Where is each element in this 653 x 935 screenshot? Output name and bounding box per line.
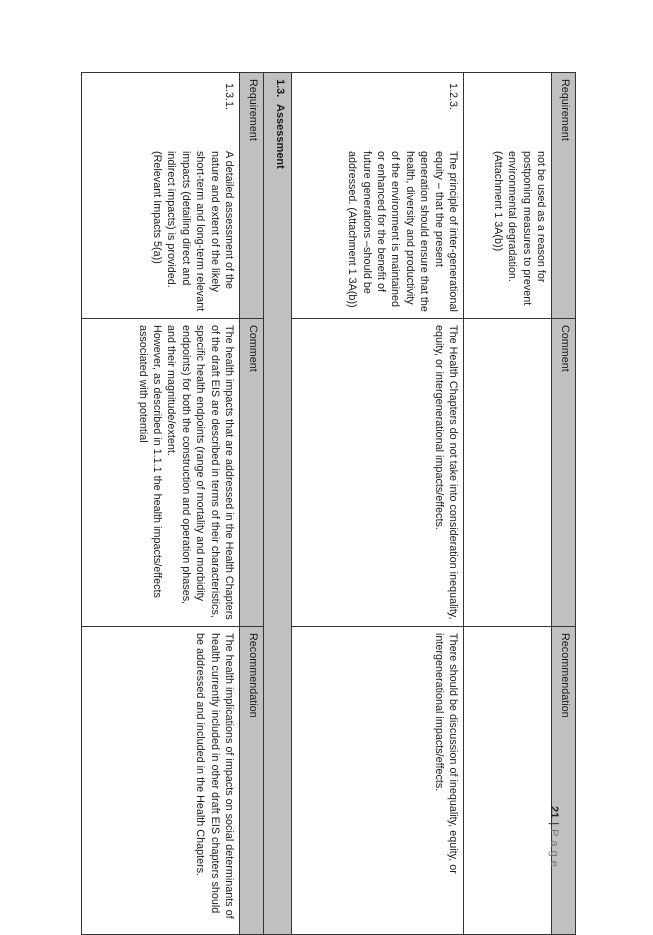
comment-cell — [82, 319, 240, 627]
subheader-recommendation: Recommendation — [240, 627, 264, 935]
section-number: 1.3. — [274, 79, 286, 98]
table-row — [464, 73, 552, 935]
header-comment: Comment — [552, 319, 576, 627]
recommendation-cell: The health implications of impacts on social determinants of health currently included in other draft EIS chapters should be addressed and included in the Health Chapters. — [82, 627, 240, 935]
requirement-cell — [292, 73, 464, 319]
page-number: 21 — [548, 806, 560, 819]
comment-paragraph: However, as described in 1.1.1 the health impacts/effects associated with potential — [136, 325, 163, 598]
requirement-text: The principle of inter-generational equity – that the present generation should ensure that the health, diversity and productivity of the environment is maintained or enhanced for the benefit of future generations –should be addressed. (Attachment 1 3A(b)) — [346, 151, 459, 312]
header-recommendation: Recommendation — [552, 627, 576, 935]
requirement-text: A detailed assessment of the nature and extent of the likely short-term and long-term relevant impacts (detailing direct and indirect impacts) is provided. (Relevant Impacts 5(a)) — [150, 151, 235, 312]
comment-paragraph: The health impacts that are addressed in the Health Chapters of the draft EIS are described in terms of their characteristics, specific health endpoints (range of mortality and morbidity endpoints) for both the construction and operation phases, and their magnitude/extent. — [165, 325, 235, 620]
requirement-number: 1.2.3. — [447, 83, 459, 111]
section-title: Assessment — [274, 104, 286, 169]
section-heading — [264, 73, 292, 935]
requirement-text: not be used as a reason for postponing measures to prevent environmental degradation. (Attachment 1 3A(b)) — [491, 151, 547, 306]
recommendation-cell: There should be discussion of inequality, equity, or intergenerational impacts/effects. — [292, 627, 464, 935]
table-row — [292, 73, 464, 935]
recommendation-cell — [464, 627, 552, 935]
page-footer — [548, 806, 560, 871]
subheader-comment: Comment — [240, 319, 264, 627]
table-row — [82, 73, 240, 935]
rotated-page-content — [76, 72, 576, 934]
requirement-cell — [464, 73, 552, 319]
subheader-requirement: Requirement — [240, 73, 264, 319]
table-subheader-row — [240, 73, 264, 935]
assessment-table — [81, 72, 576, 935]
header-requirement: Requirement — [552, 73, 576, 319]
requirement-number: 1.3.1. — [223, 83, 235, 111]
page-label: Page — [548, 829, 560, 871]
comment-cell — [464, 319, 552, 627]
footer-separator: | — [548, 822, 560, 826]
requirement-cell — [82, 73, 240, 319]
section-heading-row — [264, 73, 292, 935]
comment-cell: The Health Chapters do not take into consideration inequality, equity, or intergenerational impacts/effects. — [292, 319, 464, 627]
